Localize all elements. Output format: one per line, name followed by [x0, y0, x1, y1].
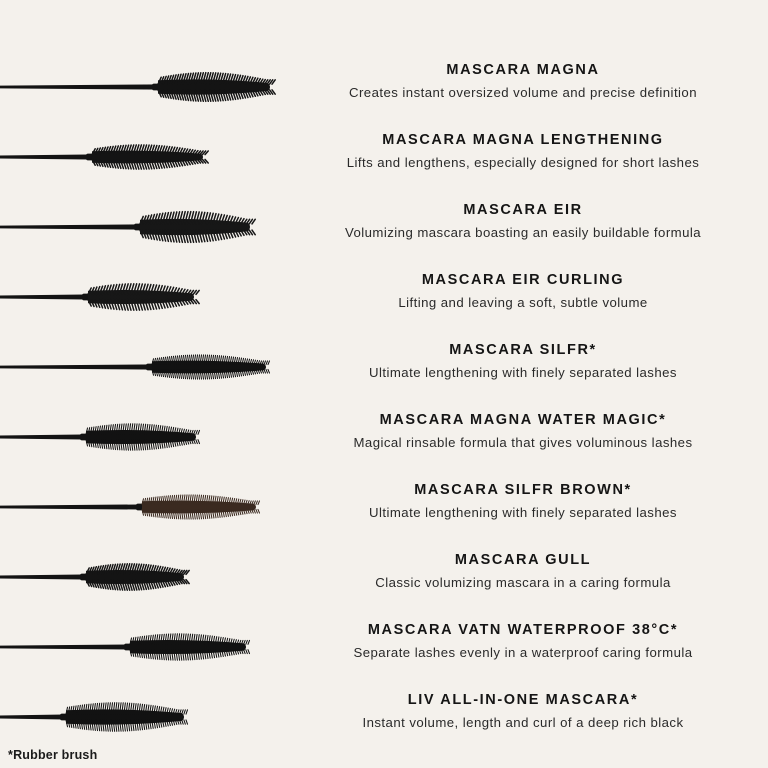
product-row	[0, 546, 768, 608]
product-name: MASCARA EIR	[463, 202, 583, 218]
product-row	[0, 126, 768, 188]
product-name: MASCARA MAGNA WATER MAGIC*	[379, 412, 667, 428]
mascara-wand-rubber-icon	[0, 406, 300, 468]
product-text-block	[288, 412, 758, 451]
product-text-block	[288, 62, 758, 101]
mascara-wand-icon	[0, 196, 300, 258]
product-row	[0, 336, 768, 398]
product-name: LIV ALL-IN-ONE MASCARA*	[407, 692, 639, 708]
product-row	[0, 266, 768, 328]
mascara-wand-curved-icon	[0, 266, 300, 328]
product-row	[0, 56, 768, 118]
product-row	[0, 476, 768, 538]
product-description: Instant volume, length and curl of a deep rich black	[362, 714, 684, 730]
product-row	[0, 406, 768, 468]
product-description: Ultimate lengthening with finely separated lashes	[369, 504, 677, 520]
product-name: MASCARA SILFR*	[449, 342, 597, 358]
product-row	[0, 616, 768, 678]
product-description: Separate lashes evenly in a waterproof caring formula	[353, 644, 693, 660]
mascara-wand-rubber-icon	[0, 336, 300, 398]
footnote-rubber-brush: *Rubber brush	[8, 748, 98, 762]
mascara-wand-icon	[0, 56, 300, 118]
mascara-wand-rubber-icon	[0, 616, 300, 678]
product-row	[0, 686, 768, 748]
product-description: Ultimate lengthening with finely separated lashes	[369, 364, 677, 380]
product-description: Volumizing mascara boasting an easily buildable formula	[344, 224, 702, 240]
product-name: MASCARA VATN WATERPROOF 38°C*	[367, 622, 679, 638]
product-description: Lifting and leaving a soft, subtle volume	[398, 294, 648, 310]
product-description: Classic volumizing mascara in a caring formula	[375, 574, 671, 590]
mascara-wand-rubber-icon	[0, 476, 300, 538]
product-name: MASCARA EIR CURLING	[421, 272, 625, 288]
product-row	[0, 196, 768, 258]
product-description: Magical rinsable formula that gives voluminous lashes	[353, 434, 693, 450]
product-name: MASCARA GULL	[454, 552, 592, 568]
product-text-block	[288, 622, 758, 661]
product-name: MASCARA MAGNA	[446, 62, 600, 78]
mascara-wand-rubber-icon	[0, 686, 300, 748]
product-text-block	[288, 202, 758, 241]
product-description: Creates instant oversized volume and precise definition	[348, 84, 698, 100]
product-text-block	[288, 272, 758, 311]
product-text-block	[288, 692, 758, 731]
product-description: Lifts and lengthens, especially designed for short lashes	[346, 154, 700, 170]
mascara-wand-icon	[0, 546, 300, 608]
product-text-block	[288, 132, 758, 171]
product-name: MASCARA MAGNA LENGTHENING	[382, 132, 664, 148]
mascara-wand-icon	[0, 126, 300, 188]
product-text-block	[288, 342, 758, 381]
product-name: MASCARA SILFR BROWN*	[414, 482, 632, 498]
product-text-block	[288, 482, 758, 521]
product-text-block	[288, 552, 758, 591]
